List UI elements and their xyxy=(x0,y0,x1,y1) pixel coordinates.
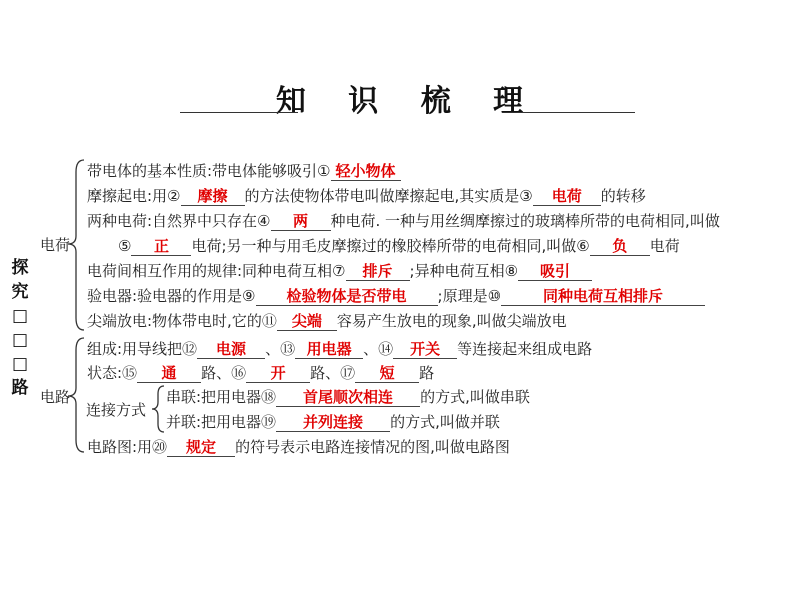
circuit-brace xyxy=(68,338,84,452)
circuit-line-parallel: 并联:把用电器⑲ 并列连接 的方式,叫做并联 xyxy=(166,413,500,431)
side-char: □ xyxy=(11,330,29,350)
charge-line-property: 带电体的基本性质:带电体能够吸引① 轻小物体 xyxy=(87,161,401,181)
answer-blank: 吸引 xyxy=(518,262,592,281)
side-char: □ xyxy=(11,306,29,326)
title-block xyxy=(180,74,635,122)
answer-blank: 两 xyxy=(271,212,331,231)
side-char: 探 xyxy=(11,258,29,278)
charge-line-interaction: 电荷间相互作用的规律:同种电荷互相⑦ 排斥 ;异种电荷互相⑧ 吸引 xyxy=(87,261,592,281)
answer-blank: 轻小物体 xyxy=(331,162,401,181)
circuit-line-diagram: 电路图:用⑳ 规定 的符号表示电路连接情况的图,叫做电路图 xyxy=(87,438,510,456)
page-title: 知 识 梳 理 xyxy=(275,84,540,119)
charge-line-electroscope: 验电器:验电器的作用是⑨ 检验物体是否带电 ;原理是⑩ 同种电荷互相排斥 xyxy=(87,286,705,306)
answer-blank: 排斥 xyxy=(346,262,410,281)
charge-line-two-kinds: 两种电荷:自然界中只存在④ 两 种电荷. 一种与用丝绸摩擦过的玻璃棒所带的电荷相同,叫做 xyxy=(87,212,720,230)
answer-blank: 用电器 xyxy=(295,340,363,359)
side-char: 路 xyxy=(11,378,29,398)
circuit-line-series: 串联:把用电器⑱ 首尾顺次相连 的方式,叫做串联 xyxy=(166,388,530,406)
answer-blank: 首尾顺次相连 xyxy=(276,388,420,407)
answer-blank: 检验物体是否带电 xyxy=(256,287,438,306)
connection-brace xyxy=(152,386,164,432)
charge-line-point-discharge: 尖端放电:物体带电时,它的⑪ 尖端 容易产生放电的现象,叫做尖端放电 xyxy=(87,312,567,330)
category-circuit: 电路 xyxy=(40,388,71,406)
charge-line-positive-negative: ⑤ 正 电荷;另一种与用毛皮摩擦过的橡胶棒所带的电荷相同,叫做⑥ 负 电荷 xyxy=(118,237,680,255)
side-char: □ xyxy=(11,354,29,374)
side-label xyxy=(8,256,32,400)
answer-blank: 规定 xyxy=(167,438,235,457)
charge-brace xyxy=(68,160,84,330)
title-rule-right xyxy=(517,112,635,113)
category-connection: 连接方式 xyxy=(86,401,147,419)
answer-blank: 短 xyxy=(355,364,419,383)
answer-blank: 开 xyxy=(246,364,310,383)
side-char: 究 xyxy=(11,282,29,302)
answer-blank: 同种电荷互相排斥 xyxy=(501,287,705,306)
answer-blank: 电荷 xyxy=(533,187,601,206)
answer-blank: 尖端 xyxy=(277,312,337,331)
charge-line-friction: 摩擦起电:用② 摩擦 的方法使物体带电叫做摩擦起电,其实质是③ 电荷 的转移 xyxy=(87,187,646,205)
category-charge: 电荷 xyxy=(40,236,71,254)
answer-blank: 正 xyxy=(131,237,191,256)
answer-blank: 负 xyxy=(590,237,650,256)
circuit-line-composition: 组成:用导线把⑫ 电源 、⑬ 用电器 、⑭ 开关 等连接起来组成电路 xyxy=(87,340,593,358)
answer-blank: 摩擦 xyxy=(181,187,245,206)
answer-blank: 电源 xyxy=(197,340,265,359)
answer-blank: 开关 xyxy=(393,340,457,359)
answer-blank: 并列连接 xyxy=(276,413,390,432)
title-rule-left xyxy=(180,112,298,113)
answer-blank: 通 xyxy=(137,364,201,383)
circuit-line-states: 状态:⑮ 通 路、⑯ 开 路、⑰ 短 路 xyxy=(87,364,435,382)
